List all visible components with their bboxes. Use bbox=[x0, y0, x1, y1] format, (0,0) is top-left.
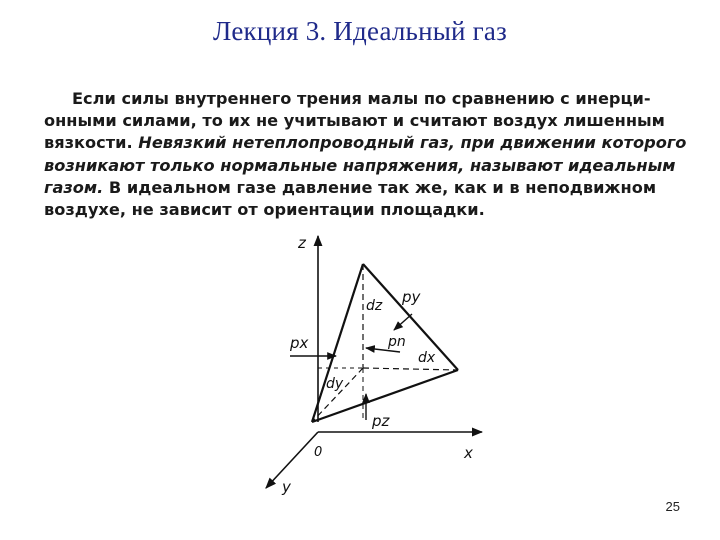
page-number: 25 bbox=[665, 499, 680, 514]
label-py: py bbox=[402, 288, 421, 306]
definition-text-end: газом. bbox=[44, 177, 104, 197]
label-axis-z: z bbox=[298, 234, 306, 252]
paragraph-line-4: возникают только нормальные напряжения, называют идеальным bbox=[44, 155, 676, 175]
hidden-edge-to-x bbox=[363, 368, 458, 370]
label-pz: pz bbox=[372, 412, 390, 430]
tetrahedron-diagram bbox=[250, 222, 500, 497]
slide-title: Лекция 3. Идеальный газ bbox=[213, 16, 507, 46]
label-axis-y: y bbox=[282, 478, 291, 496]
label-dy: dy bbox=[326, 376, 344, 392]
body-paragraph bbox=[44, 88, 687, 221]
label-px: px bbox=[290, 334, 309, 352]
paragraph-line-6: воздухе, не зависит от ориентации площадки. bbox=[44, 200, 485, 220]
paragraph-line-5 bbox=[44, 177, 678, 199]
label-dz: dz bbox=[366, 298, 383, 314]
py-arrow bbox=[394, 314, 412, 330]
label-dx: dx bbox=[418, 350, 436, 366]
definition-text-start: Невязкий нетеплопроводный газ, при движении которого bbox=[138, 133, 687, 153]
label-axis-x: x bbox=[464, 444, 473, 462]
label-pn: pn bbox=[388, 334, 406, 350]
paragraph-line-3-plain: вязкости. bbox=[44, 133, 139, 153]
paragraph-line-2: онными силами, то их не учитывают и считают воздух лишенным bbox=[44, 111, 665, 131]
paragraph-line-1: Если силы внутреннего трения малы по сравнению с инерци- bbox=[72, 89, 651, 108]
edge-apex-to-left bbox=[312, 264, 363, 422]
paragraph-line-5-plain: В идеальном газе давление так же, как и в неподвижном bbox=[103, 177, 657, 197]
edge-apex-to-right bbox=[363, 264, 458, 370]
label-origin: 0 bbox=[314, 445, 323, 460]
paragraph-line-3 bbox=[44, 132, 687, 154]
y-axis bbox=[266, 432, 318, 488]
